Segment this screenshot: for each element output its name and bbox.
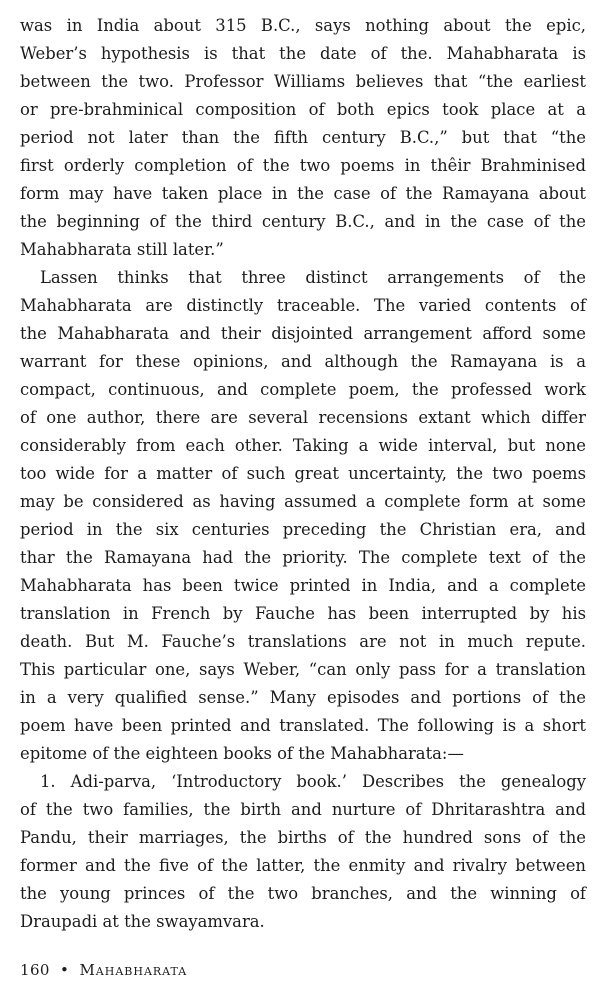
text-line: Mahabharata still later.” [20, 240, 224, 259]
text-line: first orderly completion of the two poems in thêir Brahminised [20, 156, 586, 175]
paragraph-3 [20, 768, 586, 936]
paragraph-2 [20, 264, 586, 768]
text-line: former and the five of the latter, the enmity and rivalry between [20, 856, 586, 875]
running-title: Mahabharata [79, 961, 188, 979]
text-line: may be considered as having assumed a complete form at some [20, 492, 586, 511]
text-line: the young princes of the two branches, and the winning of [20, 884, 586, 903]
text-line: considerably from each other. Taking a wide interval, but none [20, 436, 586, 455]
page-footer [20, 958, 187, 982]
footer-separator: • [60, 961, 70, 979]
text-line: Lassen thinks that three distinct arrangements of the [40, 268, 586, 287]
text-line: death. But M. Fauche’s translations are not in much repute. [20, 632, 586, 651]
text-line: poem have been printed and translated. The following is a short [20, 716, 586, 735]
text-line: Pandu, their marriages, the births of the hundred sons of the [20, 828, 586, 847]
text-line: of one author, there are several recensions extant which differ [20, 408, 586, 427]
text-line: between the two. Professor Williams believes that “the earliest [20, 72, 586, 91]
text-line: period in the six centuries preceding the Christian era, and [20, 520, 586, 539]
text-line: period not later than the fifth century B.C.,” but that “the [20, 128, 586, 147]
text-line: translation in French by Fauche has been interrupted by his [20, 604, 586, 623]
text-line: Mahabharata are distinctly traceable. The varied contents of [20, 296, 586, 315]
text-line: too wide for a matter of such great uncertainty, the two poems [20, 464, 586, 483]
text-line: 1. Adi-parva, ‘Introductory book.’ Describes the genealogy [40, 772, 586, 791]
text-line: the beginning of the third century B.C., and in the case of the [20, 212, 586, 231]
text-line: of the two families, the birth and nurture of Dhritarashtra and [20, 800, 586, 819]
text-line: Weber’s hypothesis is that the date of the. Mahabharata is [20, 44, 586, 63]
text-line: epitome of the eighteen books of the Mahabharata:— [20, 744, 464, 763]
text-line: thar the Ramayana had the priority. The complete text of the [20, 548, 586, 567]
text-line: Mahabharata has been twice printed in India, and a complete [20, 576, 586, 595]
text-line: Draupadi at the swayamvara. [20, 912, 265, 931]
paragraph-1 [20, 12, 586, 264]
page-number: 160 [20, 961, 50, 979]
text-line: This particular one, says Weber, “can only pass for a translation [20, 660, 586, 679]
text-line: the Mahabharata and their disjointed arrangement afford some [20, 324, 586, 343]
text-line: warrant for these opinions, and although the Ramayana is a [20, 352, 586, 371]
text-line: was in India about 315 B.C., says nothing about the epic, [20, 16, 586, 35]
page-body [20, 12, 586, 936]
text-line: compact, continuous, and complete poem, the professed work [20, 380, 586, 399]
text-line: in a very qualified sense.” Many episodes and portions of the [20, 688, 586, 707]
text-line: form may have taken place in the case of the Ramayana about [20, 184, 586, 203]
text-line: or pre-brahminical composition of both epics took place at a [20, 100, 586, 119]
